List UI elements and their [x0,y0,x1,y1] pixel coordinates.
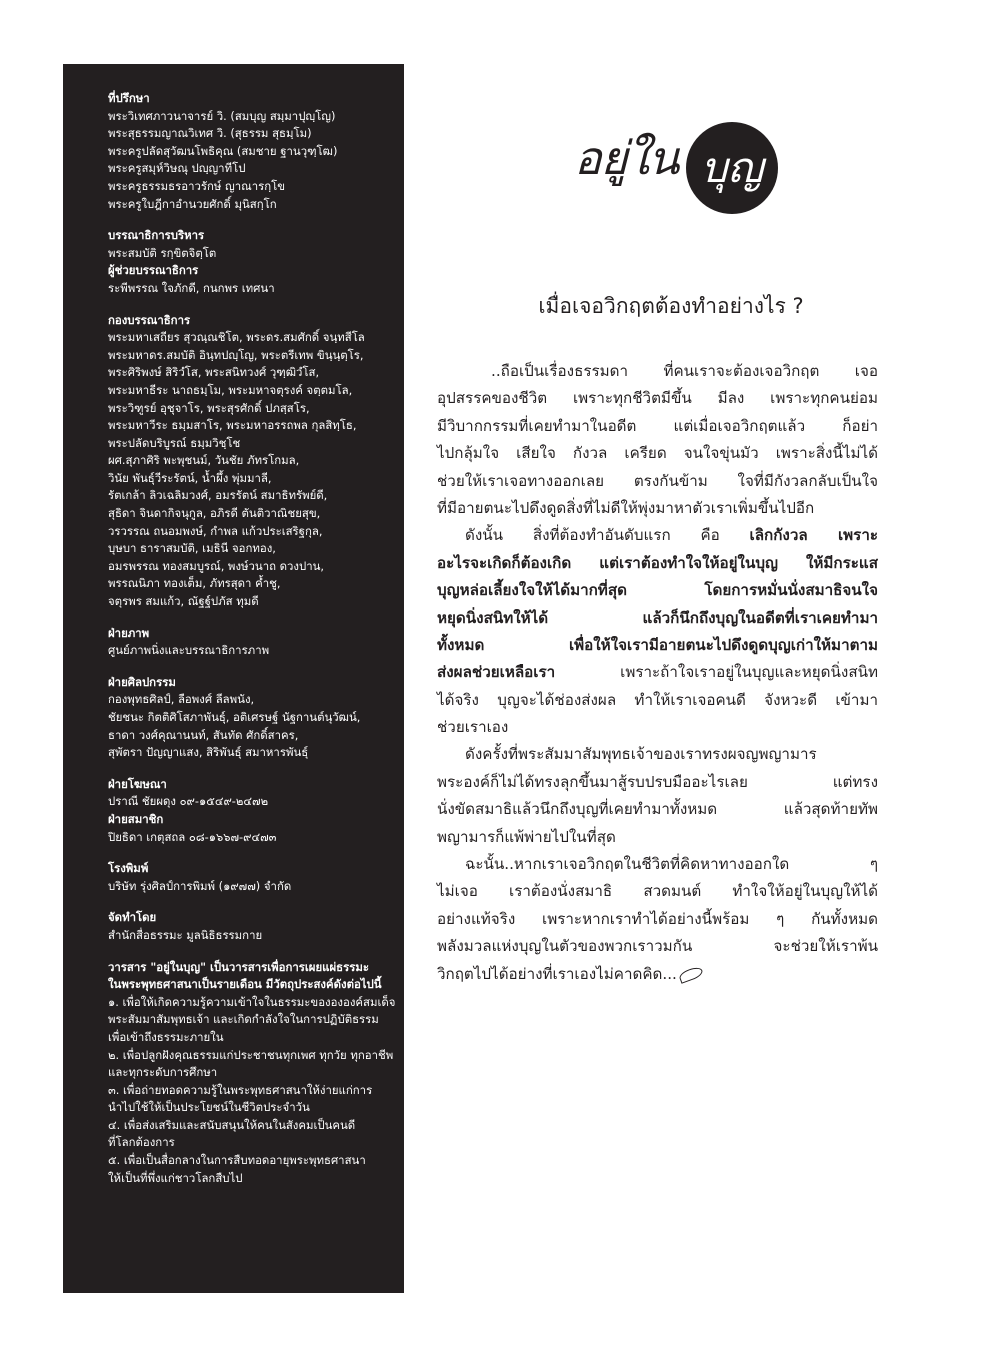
art-line: กองพุทธศิลป์, ลือพงศ์ ลีลพนัง, [108,692,255,707]
advisor-line: พระสุธรรมญาณวิเทศ วิ. (สุธรรม สุธมฺโม) [108,126,312,141]
producer-section [108,909,386,944]
article-line: อะไรจะเกิดก็ต้องเกิด แต่เราต้องทำใจให้อยู่ในบุญ ให้มีกระแส [437,553,878,572]
art-section [108,674,386,762]
article-line: หยุดนิ่งสนิทให้ได้ แล้วก็นึกถึงบุญในอดีตที่เราเคยทำมา [437,608,878,627]
photo-line: ศูนย์ภาพนิ่งและบรรณาธิการภาพ [108,643,270,658]
art-line: ธาดา วงศ์คุณานนท์, สันทัด ศักดิ์สาคร, [108,727,299,742]
article-line: พลังมวลแห่งบุญในตัวของพวกเราวมกัน จะช่วยให้เราพ้น [437,937,878,956]
editorial-board-line: พระมหาเสถียร สุวณฺณชิโต, พระดร.สมศักดิ์ จนฺทสีโล [108,330,365,345]
advertising-contact: ปราณี ชัยผดุง ๐๙-๑๕๔๙-๒๔๗๒ [108,794,269,809]
purpose-line: ๓. เพื่อถ่ายทอดความรู้ในพระพุทธศาสนาให้ง่ายแก่การ [108,1082,373,1097]
assistant-editor-heading: ผู้ช่วยบรรณาธิการ [108,263,199,278]
printing-section [108,860,386,895]
advisor-line: พระครูธรรมธรอาวรักษ์ ญาณารกฺโข [108,178,286,193]
article-line: อย่างแท้จริง เพราะหากเราทำได้อย่างนี้พร้อม ๆ กันทั้งหมด [437,909,878,928]
purpose-line: ๕. เพื่อเป็นสื่อกลางในการสืบทอดอายุพระพุทธศาสนา [108,1153,366,1168]
article-line: มีวิบากกรรมที่เคยทำมาในอดีต แต่เมื่อเจอวิกฤตแล้ว ก็อย่า [437,416,878,435]
purpose-line: ให้เป็นที่พึ่งแก่ชาวโลกสืบไป [108,1170,243,1185]
purpose-line: และทุกระดับการศึกษา [108,1065,218,1080]
article-text: วิกฤตไปได้อย่างที่เราเองไม่คาดคิด... [437,964,677,983]
article-emphasis: เลิกกังวล เพราะ [749,526,878,545]
article-line: ดังครั้งที่พระสัมมาสัมพุทธเจ้าของเราทรงผจญพญามาร [465,745,817,764]
article-body [437,358,878,988]
purpose-line: นำไปใช้ให้เป็นประโยชน์ในชีวิตประจำวัน [108,1100,310,1115]
editorial-board-line: วินัย พันธุ์วีระรัตน์, น้ำผึ้ง พุ่มมาลี, [108,470,272,485]
article-title: เมื่อเจอวิกฤตต้องทำอย่างไร ? [538,294,804,318]
managing-editor-name: พระสมบัติ รกฺขิตจิตฺโต [108,245,217,260]
advisor-line: พระครูใบฎีกาอำนวยศักดิ์ มุนิสกฺโก [108,196,277,211]
purpose-heading: วารสาร "อยู่ในบุญ" เป็นวารสารเพื่อการเผยแผ่ธรรมะ [108,959,369,974]
managing-editor-section [108,227,386,262]
assistant-editor-names: ระพีพรรณ ใจภักดี, กนกพร เทศนา [108,280,275,295]
advisor-line: พระครูปลัดสุวัฒนโพธิคุณ (สมชาย ฐานวุฑฺโฒ) [108,143,338,158]
magazine-logo [574,122,786,212]
purpose-heading: ในพระพุทธศาสนาเป็นรายเดือน มีวัตถุประสงค์ดังต่อไปนี้ [108,977,382,992]
purpose-line: ที่โลกต้องการ [108,1135,175,1150]
article-text: เพราะถ้าใจเราอยู่ในบุญและหยุดนิ่งสนิท [620,663,878,682]
logo-text: อยู่ใน [574,131,679,185]
article-line [437,961,878,988]
purpose-section [108,959,396,1188]
membership-heading: ฝ่ายสมาชิก [108,811,164,826]
editorial-board-line: พระปลัดบริบูรณ์ ธมฺมวิชฺโช [108,435,241,450]
article-line: ไม่เจอ เราต้องนั่งสมาธิ สวดมนต์ ทำใจให้อยู่ในบุญให้ได้ [437,882,878,901]
advisor-line: พระครูสมุห์วิษณุ ปญฺญาทีโป [108,161,246,176]
article-line: พระองค์ก็ไม่ได้ทรงลุกขึ้นมาสู้รบปรบมืออะไรเลย แต่ทรง [437,772,878,791]
editorial-board-line: พระวิฑูรย์ อุชุจาโร, พระสุรศักดิ์ ปภสฺสโร, [108,400,310,415]
art-heading: ฝ่ายศิลปกรรม [108,674,176,689]
editorial-board-line: พระศิริพงษ์ สิริวํโส, พระสนิทวงศ์ วุฑฺฒิวํโส, [108,365,320,380]
article-line [437,522,878,549]
purpose-line: ๑. เพื่อให้เกิดความรู้ความเข้าใจในธรรมะของององค์สมเด็จ [108,994,396,1009]
article-line: นั่งขัดสมาธิแล้วนึกถึงบุญที่เคยทำมาทั้งหมด แล้วสุดท้ายทัพ [437,800,878,819]
editorial-board-section [108,312,386,611]
advertising-section [108,776,386,811]
article-line: ที่มีอายตนะไปดึงดูดสิ่งที่ไม่ดีให้พุ่งมาหาตัวเราเพิ่มขึ้นไปอีก [437,498,815,517]
purpose-line: ๔. เพื่อส่งเสริมและสนับสนุนให้คนในสังคมเป็นคนดี [108,1117,356,1132]
editorial-board-line: สุธิดา จินดากิจนุกูล, อภิรดี ตันติวาณิชยสุข, [108,506,321,521]
article-line: พญามารก็แพ้พ่ายไปในที่สุด [437,827,616,846]
article-line: บุญหล่อเลี้ยงใจให้ได้มากที่สุด โดยการหมั่นนั่งสมาธิจนใจ [437,581,878,600]
art-line: สุพัตรา ปัญญาแสง, สิริพันธุ์ สมาหารพันธุ์ [108,745,309,760]
photo-section [108,625,386,660]
assistant-editor-section [108,262,386,297]
logo-circle: บุญ [686,122,778,214]
editorial-board-line: วรวรรณ ถนอมพงษ์, กำพล แก้วประเสริฐกุล, [108,523,323,538]
purpose-line: พระสัมมาสัมพุทธเจ้า และเกิดกำลังใจในการปฏิบัติธรรม [108,1012,379,1027]
article-line: ช่วยให้เราเจอทางออกเลย ตรงกันข้าม ใจที่มีกังวลกลับเป็นใจ [437,471,878,490]
editorial-board-heading: กองบรรณาธิการ [108,312,191,327]
advisor-line: พระวิเทศภาวนาจารย์ วิ. (สมบุญ สมฺมาปุญฺโญ) [108,108,336,123]
article-text: ดังนั้น สิ่งที่ต้องทำอันดับแรก คือ [465,526,720,545]
membership-section [108,811,386,846]
article-line: ช่วยเราเอง [437,718,509,737]
printing-heading: โรงพิมพ์ [108,861,149,876]
masthead-panel [63,64,404,1293]
editorial-board-line: อมรพรรณ ทองสมบูรณ์, พงษ์วนาถ ดวงปาน, [108,558,324,573]
editorial-board-line: จตุรพร สมแก้ว, ณัฐฐ์ปภัส ทุมดี [108,594,259,609]
article-line [437,659,878,686]
article-emphasis: ส่งผลช่วยเหลือเรา [437,663,556,682]
article-line: ..ถือเป็นเรื่องธรรมดา ที่คนเราจะต้องเจอวิกฤต เจอ [491,362,878,380]
editorial-board-line: พรรณนิภา ทองเต็ม, ภัทรสุดา ค้ำชู, [108,576,281,591]
membership-contact: ปิยธิดา เกตุสถล ๐๘-๑๖๖๗-๙๔๗๓ [108,829,277,844]
art-line: ชัยชนะ กิตติศิโสภาพันธุ์, อติเศรษฐ์ นัฐกานต์นุวัฒน์, [108,710,361,724]
article-line: ไปกลุ้มใจ เสียใจ กังวล เครียด จนใจขุ่นมัว เพราะสิ่งนี้ไม่ได้ [437,444,878,463]
printing-line: บริษัท รุ่งศิลป์การพิมพ์ (๑๙๗๗) จำกัด [108,878,292,893]
editorial-board-line: รัตเกล้า ลิวเฉลิมวงศ์, อมรรัตน์ สมาธิทรัพย์ดี, [108,488,328,503]
managing-editor-heading: บรรณาธิการบริหาร [108,228,205,243]
editorial-board-line: บุษบา ธาราสมบัติ, เมธินี จอกทอง, [108,541,276,556]
producer-heading: จัดทำโดย [108,910,157,925]
photo-heading: ฝ่ายภาพ [108,625,150,640]
editorial-board-line: พระมหาวีระ ธมฺมสาโร, พระมหาอรรถพล กุลสิทฺโธ, [108,418,357,433]
end-mark-icon [678,965,704,984]
advisors-section [108,90,386,213]
article-line: ฉะนั้น..หากเราเจอวิกฤตในชีวิตที่คิดหาทางออกใด ๆ [465,855,878,874]
purpose-line: ๒. เพื่อปลูกฝังคุณธรรมแก่ประชาชนทุกเพศ ทุกวัย ทุกอาชีพ [108,1047,394,1062]
advisors-heading: ที่ปรึกษา [108,91,150,105]
editorial-board-line: พระมหาดร.สมบัติ อินฺทปญฺโญ, พระตรีเทพ ขินฺนฺตฺโร, [108,347,364,362]
advertising-heading: ฝ่ายโฆษณา [108,776,167,791]
purpose-line: เพื่อเข้าถึงธรรมะภายใน [108,1029,224,1044]
producer-line: สำนักสื่อธรรมะ มูลนิธิธรรมกาย [108,927,263,942]
article-line: ทั้งหมด เพื่อให้ใจเรามีอายตนะไปดึงดูดบุญเก่าให้มาตาม [437,635,878,654]
article-line: ได้จริง บุญจะได้ช่องส่งผล ทำให้เราเจอคนดี จังหวะดี เข้ามา [437,690,878,709]
editorial-board-line: พระมหาธีระ นาถธมฺโม, พระมหาจตุรงค์ จตฺตมโล, [108,382,353,397]
editorial-board-line: ผศ.สุภาศิริ พะพุชนม์, วันชัย ภัทรโกมล, [108,453,300,468]
article-line: อุปสรรคของชีวิต เพราะทุกชีวิตมีขึ้น มีลง เพราะทุกคนย่อม [437,389,878,408]
